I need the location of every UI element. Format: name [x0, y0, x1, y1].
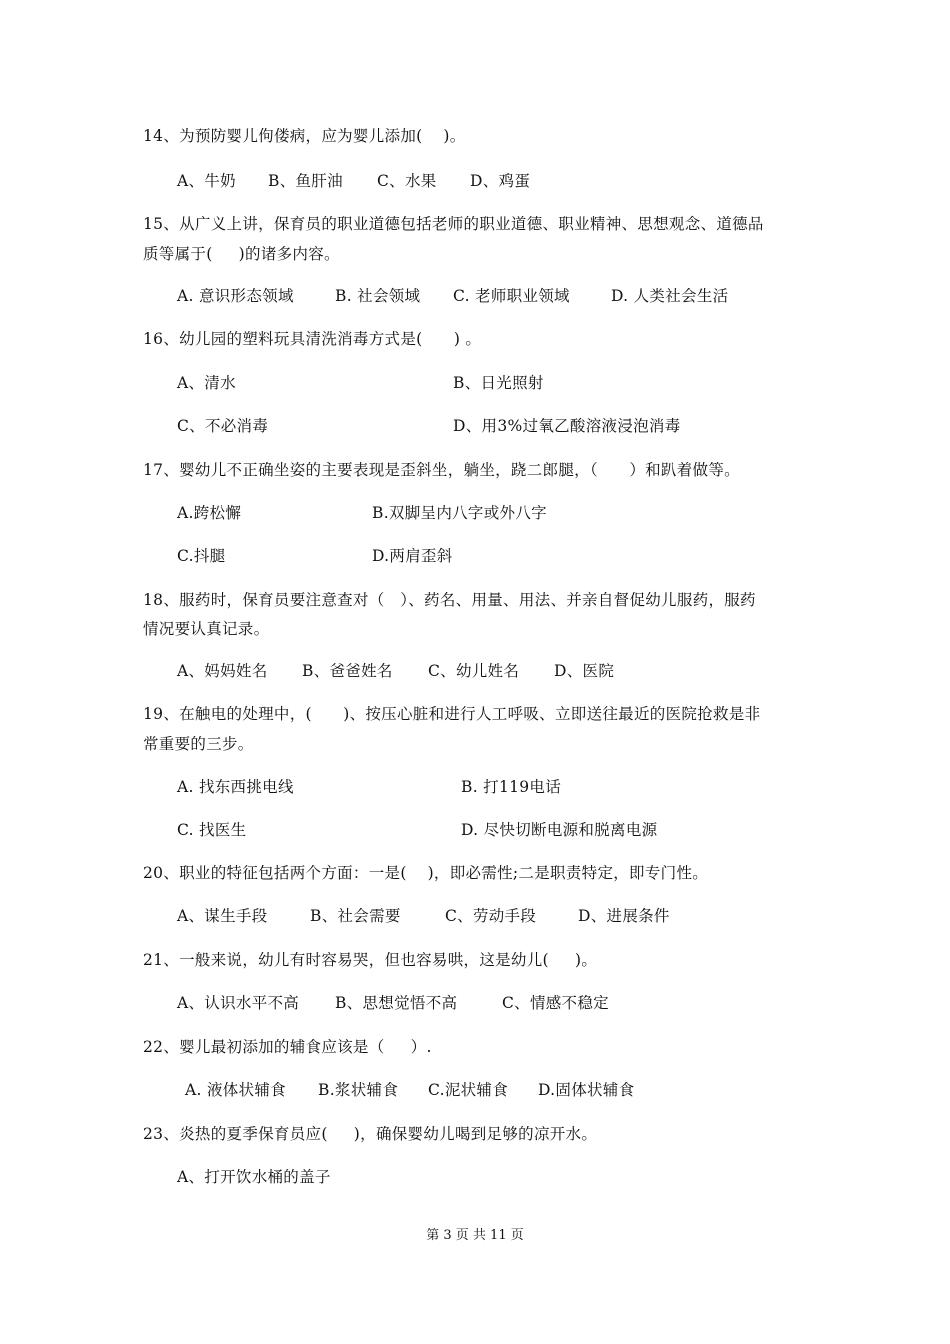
question-19-option: D. 尽快切断电源和脱离电源 [461, 821, 658, 839]
question-17-option: B.双脚呈内八字或外八字 [372, 504, 547, 522]
question-15-option: D. 人类社会生活 [611, 287, 729, 305]
question-21-option: A、认识水平不高 [177, 994, 300, 1012]
question-18-option: C、幼儿姓名 [428, 662, 520, 680]
question-16-option: B、日光照射 [453, 374, 544, 392]
question-22-option: A. 液体状辅食 [185, 1081, 286, 1099]
question-22-stem-line: 22、婴儿最初添加的辅食应该是（ ）. [143, 1038, 432, 1056]
question-18-option: D、医院 [554, 662, 615, 680]
question-17-option: D.两肩歪斜 [372, 547, 453, 565]
question-17-stem-line: 17、婴幼儿不正确坐姿的主要表现是歪斜坐，躺坐，跷二郎腿，（ ）和趴着做等。 [143, 461, 740, 479]
question-18-stem-line: 18、服药时，保育员要注意查对（ ）、药名、用量、用法、并亲自督促幼儿服药，服药 [143, 591, 756, 609]
page-footer: 第 3 页 共 11 页 [426, 1228, 524, 1243]
question-20-option: B、社会需要 [310, 907, 401, 925]
question-17-option: A.跨松懈 [177, 504, 242, 522]
question-14-option: A、牛奶 [177, 172, 236, 190]
question-14-option: B、鱼肝油 [268, 172, 343, 190]
question-16-stem-line: 16、幼儿园的塑料玩具清洗消毒方式是( ) 。 [143, 330, 482, 348]
question-15-stem-line: 15、从广义上讲，保育员的职业道德包括老师的职业道德、职业精神、思想观念、道德品 [143, 215, 764, 233]
question-15-stem-line: 质等属于( )的诸多内容。 [143, 245, 340, 263]
question-16-option: A、清水 [177, 374, 236, 392]
question-19-option: C. 找医生 [177, 821, 247, 839]
question-18-option: A、妈妈姓名 [177, 662, 268, 680]
question-20-option: A、谋生手段 [177, 907, 268, 925]
question-23-option: A、打开饮水桶的盖子 [177, 1168, 331, 1186]
question-14-stem-line: 14、为预防婴儿佝偻病，应为婴儿添加( )。 [143, 127, 466, 145]
question-21-stem-line: 21、一般来说，幼儿有时容易哭，但也容易哄，这是幼儿( )。 [143, 951, 598, 969]
question-22-option: B.浆状辅食 [318, 1081, 399, 1099]
question-22-option: D.固体状辅食 [538, 1081, 635, 1099]
question-20-option: D、进展条件 [578, 907, 670, 925]
question-23-stem-line: 23、炎热的夏季保育员应( )，确保婴幼儿喝到足够的凉开水。 [143, 1125, 598, 1143]
question-19-option: A. 找东西挑电线 [177, 778, 294, 796]
question-14-option: C、水果 [377, 172, 437, 190]
question-15-option: B. 社会领域 [335, 287, 421, 305]
question-15-option: A. 意识形态领域 [177, 287, 294, 305]
question-21-option: C、情感不稳定 [502, 994, 609, 1012]
question-14-option: D、鸡蛋 [470, 172, 531, 190]
question-19-stem-line: 19、在触电的处理中，( )、按压心脏和进行人工呼吸、立即送往最近的医院抢救是非 [143, 705, 761, 723]
question-19-stem-line: 常重要的三步。 [143, 735, 254, 753]
question-18-stem-line: 情况要认真记录。 [143, 620, 270, 638]
question-15-option: C. 老师职业领域 [453, 287, 570, 305]
question-20-option: C、劳动手段 [445, 907, 537, 925]
question-17-option: C.抖腿 [177, 547, 226, 565]
question-16-option: C、不必消毒 [177, 417, 269, 435]
question-18-option: B、爸爸姓名 [302, 662, 393, 680]
question-16-option: D、用3%过氧乙酸溶液浸泡消毒 [453, 417, 681, 435]
question-20-stem-line: 20、职业的特征包括两个方面：一是( )，即必需性;二是职责特定，即专门性。 [143, 864, 709, 882]
question-19-option: B. 打119电话 [461, 778, 562, 796]
question-21-option: B、思想觉悟不高 [335, 994, 458, 1012]
question-22-option: C.泥状辅食 [428, 1081, 509, 1099]
